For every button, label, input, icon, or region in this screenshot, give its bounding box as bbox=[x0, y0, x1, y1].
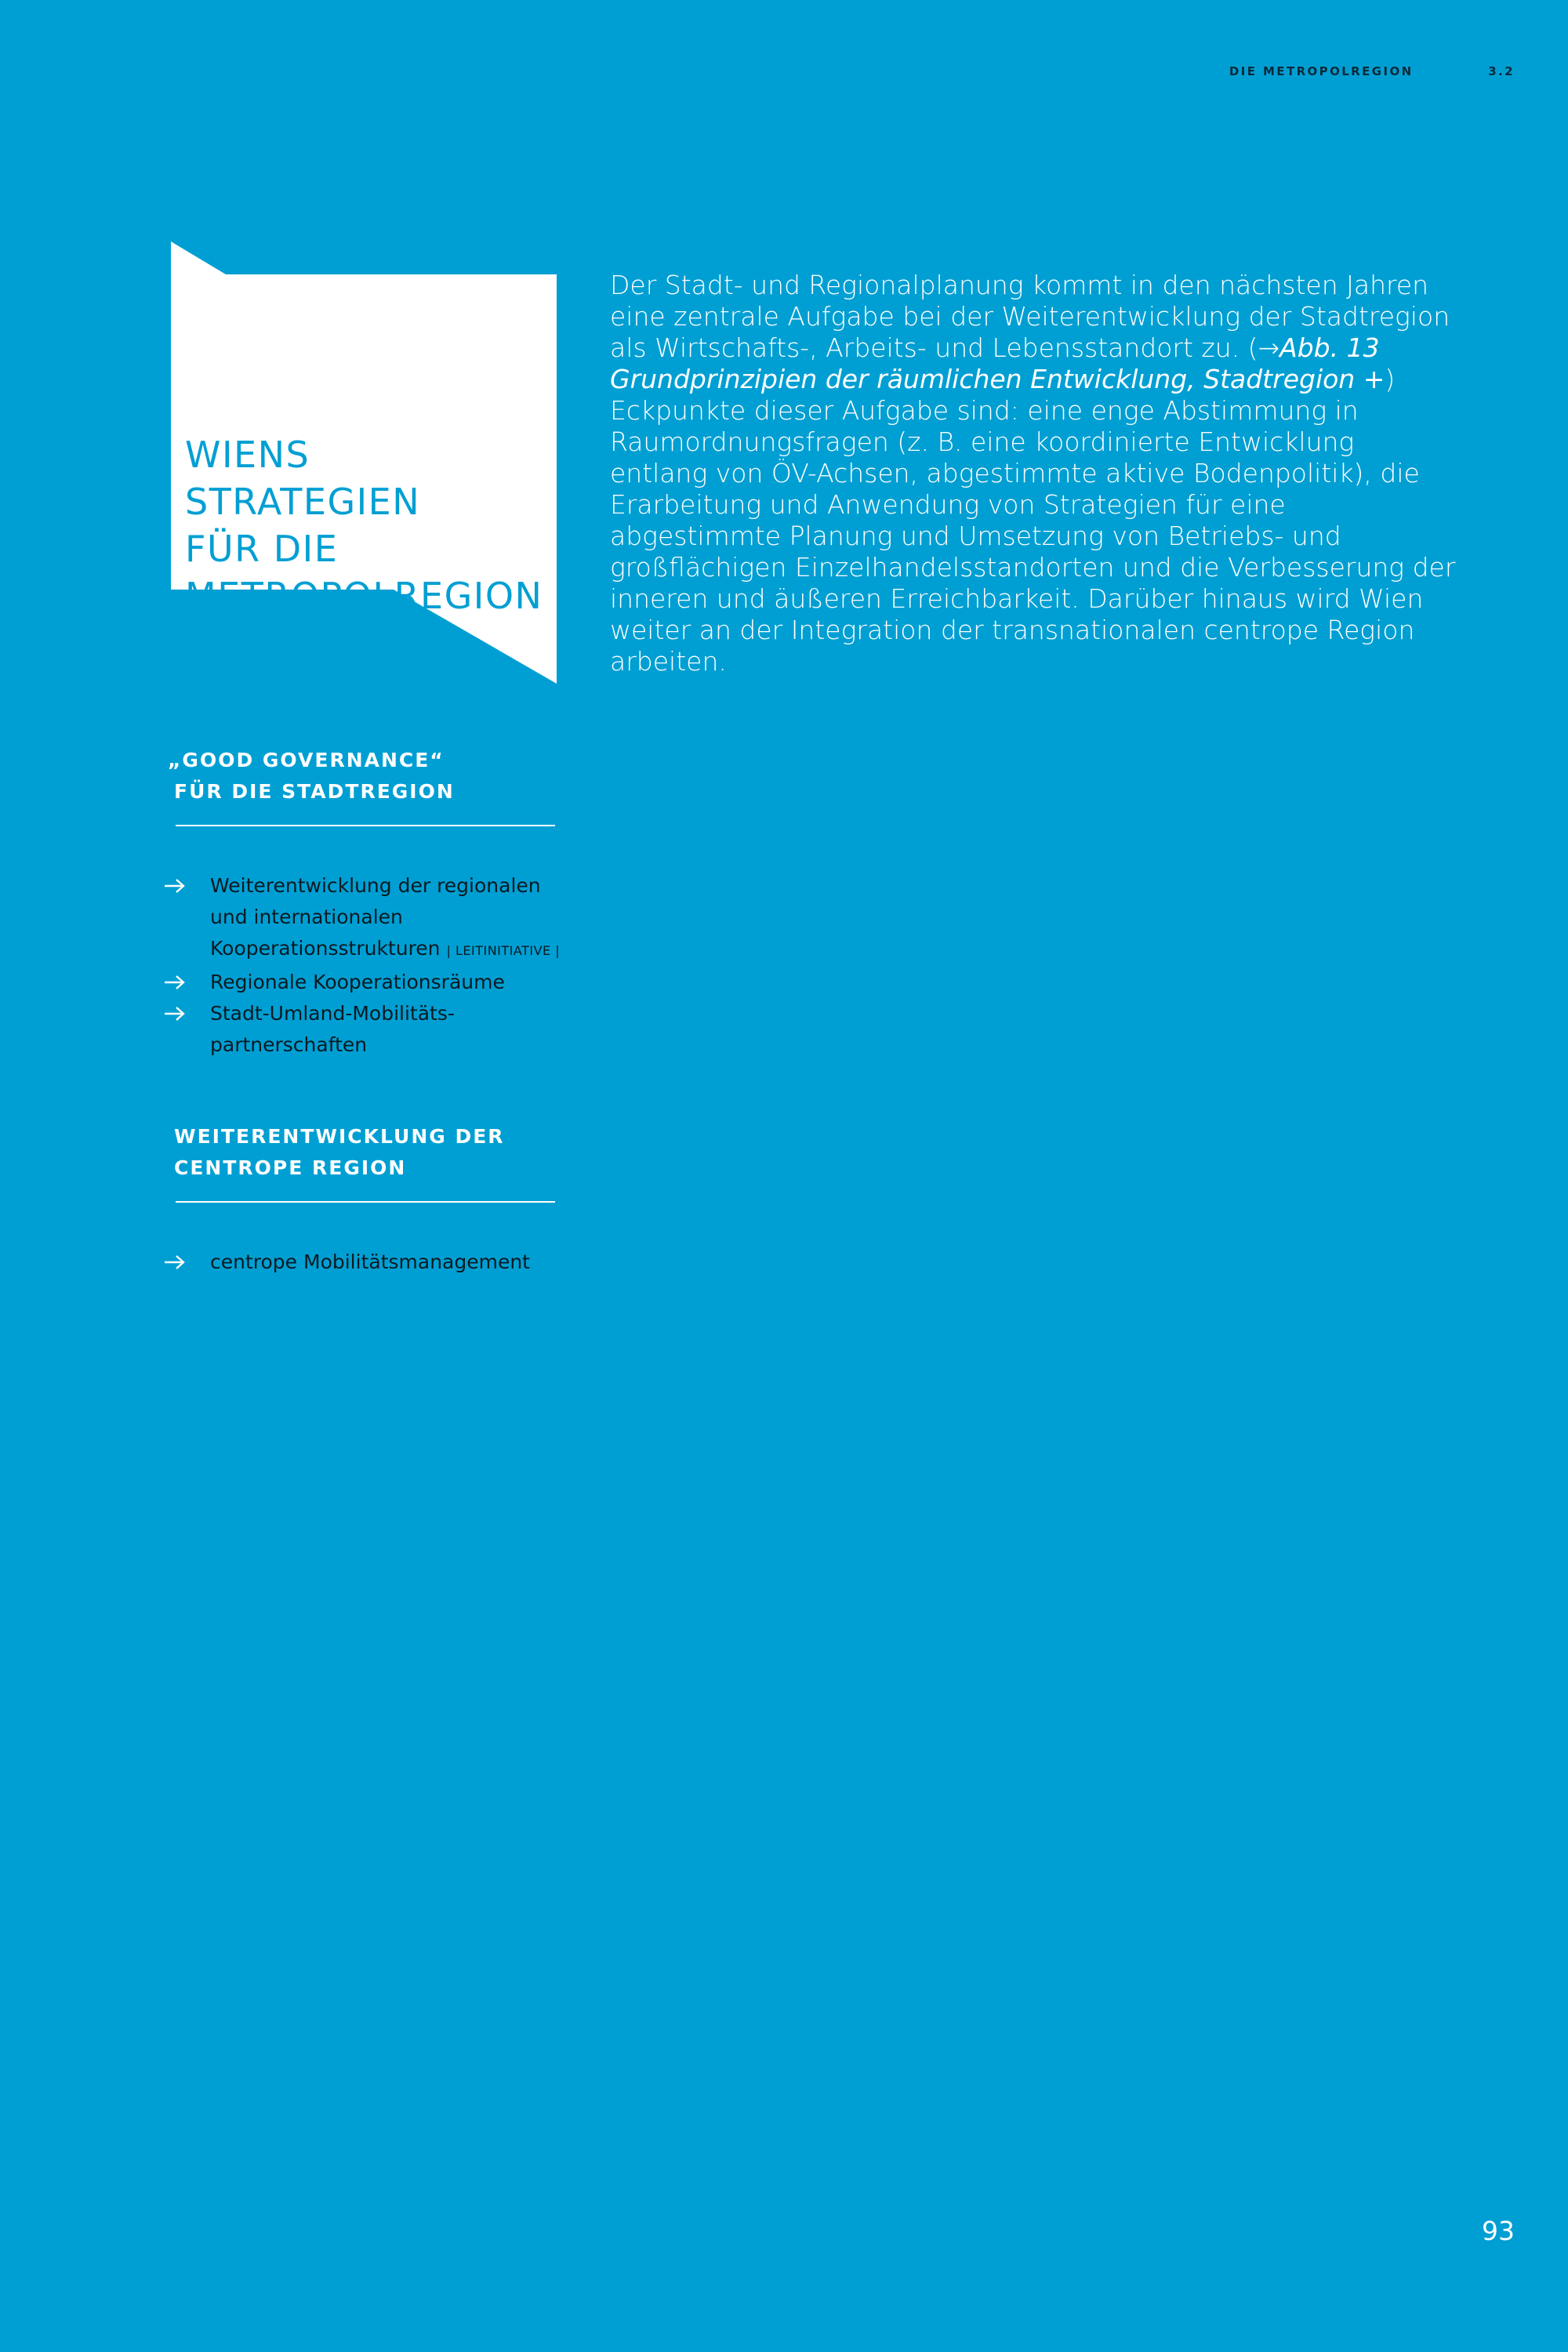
block-heading-line: CENTROPE REGION bbox=[174, 1156, 407, 1179]
block-heading-line: „GOOD GOVERNANCE“ bbox=[168, 749, 445, 771]
block-heading-line: FÜR DIE STADTREGION bbox=[174, 780, 455, 803]
list-item-text: Regionale Kooperationsräume bbox=[210, 971, 505, 993]
intro-text-2: ) Eckpunkte dieser Aufgabe sind: eine enge Abstimmung in Raumordnungsfragen (z. B. eine koordinierte Entwicklung entlang von ÖV-Achsen, abgestimmte aktive Bodenpolitik), die Erarbeitung und Anwendung von Strategien für eine abgestimmte Planung und Umsetzung von Betriebs- und großflächigen Einzelhandelsstandorten und die Verbesserung der inneren und äußeren Erreichbarkeit. Darüber hinaus wird Wien weiter an der Integration der transnationalen centrope Region arbeiten. bbox=[610, 364, 1456, 677]
list-item bbox=[163, 870, 571, 967]
running-head-number: 3.2 bbox=[1488, 64, 1515, 78]
list-item-text: Stadt-Umland-Mobilitäts-partnerschaften bbox=[210, 1002, 455, 1056]
list-item-text: centrope Mobilitätsmanagement bbox=[210, 1250, 530, 1273]
page-title-line-2: FÜR DIE bbox=[185, 528, 339, 570]
block-heading-line: WEITERENTWICKLUNG DER bbox=[174, 1125, 505, 1148]
strategy-list-governance bbox=[163, 870, 571, 1061]
page-title-line-1: WIENS STRATEGIEN bbox=[185, 434, 421, 523]
arrow-right-icon bbox=[163, 1254, 187, 1270]
strategy-list-centrope bbox=[163, 1247, 571, 1278]
list-item-text: Weiterentwicklung der regionalen und internationalen Kooperationsstrukturen bbox=[210, 874, 541, 960]
divider-rule bbox=[176, 825, 555, 826]
running-head bbox=[1229, 64, 1515, 78]
intro-paragraph bbox=[610, 270, 1457, 677]
leitinitiative-tag: | LEITINITIATIVE | bbox=[446, 943, 561, 958]
block-heading-centrope bbox=[174, 1121, 558, 1184]
arrow-right-icon bbox=[163, 1006, 187, 1022]
page-title bbox=[185, 431, 554, 619]
page-title-line-3: METROPOLREGION bbox=[185, 575, 543, 617]
intro-text-1: Der Stadt- und Regionalplanung kommt in den nächsten Jahren eine zentrale Aufgabe bei der Weiterentwicklung der Stadtregion als Wirtschafts-, Arbeits- und Lebensstandort zu. (→ bbox=[610, 270, 1450, 363]
divider-rule bbox=[176, 1201, 555, 1203]
running-head-section: DIE METROPOLREGION bbox=[1229, 64, 1414, 78]
block-heading-governance bbox=[168, 745, 558, 808]
list-item bbox=[163, 1247, 571, 1278]
page-number: 93 bbox=[1482, 2216, 1515, 2246]
list-item bbox=[163, 998, 571, 1061]
figure-reference: Abb. 13 Grundprinzipien der räumlichen Entwicklung, Stadtregion + bbox=[610, 332, 1385, 394]
arrow-right-icon bbox=[163, 878, 187, 894]
arrow-right-icon bbox=[163, 975, 187, 990]
list-item bbox=[163, 967, 571, 998]
